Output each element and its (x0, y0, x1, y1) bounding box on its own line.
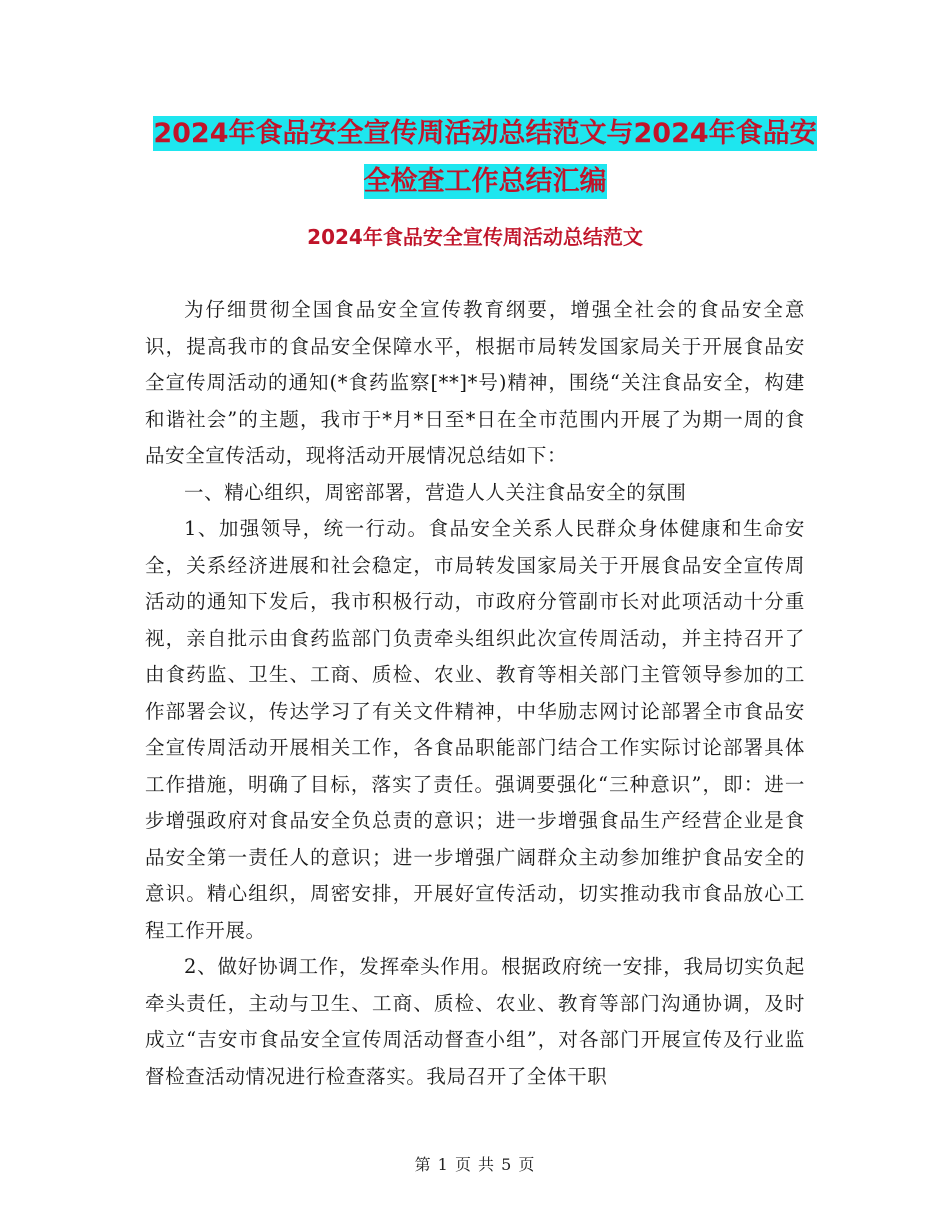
document-title (140, 110, 830, 206)
paragraph-item-1: 1、加强领导，统一行动。食品安全关系人民群众身体健康和生命安全，关系经济进展和社会稳定，市局转发国家局关于开展食品安全宣传周活动的通知下发后，我市积极行动，市政府分管副市长对此项活动十分重视，亲自批示由食药监部门负责牵头组织此次宣传周活动，并主持召开了由食药监、卫生、工商、质检、农业、教育等相关部门主管领导参加的工作部署会议，传达学习了有关文件精神，中华励志网讨论部署全市食品安全宣传周活动开展相关工作，各食品职能部门结合工作实际讨论部署具体工作措施，明确了目标，落实了责任。强调要强化“三种意识”，即：进一步增强政府对食品安全负总责的意识；进一步增强食品生产经营企业是食品安全第一责任人的意识；进一步增强广阔群众主动参加维护食品安全的意识。精心组织，周密安排，开展好宣传活动，切实推动我市食品放心工程工作开展。 (145, 517, 805, 942)
paragraph-section-heading-1: 一、精心组织，周密部署，营造人人关注食品安全的氛围 (184, 480, 687, 504)
page-footer: 第 1 页 共 5 页 (414, 1155, 536, 1174)
document-title-line1: 2024年食品安全宣传周活动总结范文与2024年食品安 (153, 118, 817, 149)
document-body (145, 292, 805, 1095)
section-heading: 2024年食品安全宣传周活动总结范文 (307, 225, 643, 249)
document-title-line2: 全检查工作总结汇编 (363, 166, 607, 197)
paragraph-item-2: 2、做好协调工作，发挥牵头作用。根据政府统一安排，我局切实负起牵头责任，主动与卫生、工商、质检、农业、教育等部门沟通协调，及时成立“吉安市食品安全宣传周活动督查小组”，对各部门开展宣传及行业监督检查活动情况进行检查落实。我局召开了全体干职 (145, 955, 805, 1088)
paragraph-intro: 为仔细贯彻全国食品安全宣传教育纲要，增强全社会的食品安全意识，提高我市的食品安全保障水平，根据市局转发国家局关于开展食品安全宣传周活动的通知(*食药监察[**]*号)精神，围绕“关注食品安全，构建和谐社会”的主题，我市于*月*日至*日在全市范围内开展了为期一周的食品安全宣传活动，现将活动开展情况总结如下： (145, 298, 805, 467)
